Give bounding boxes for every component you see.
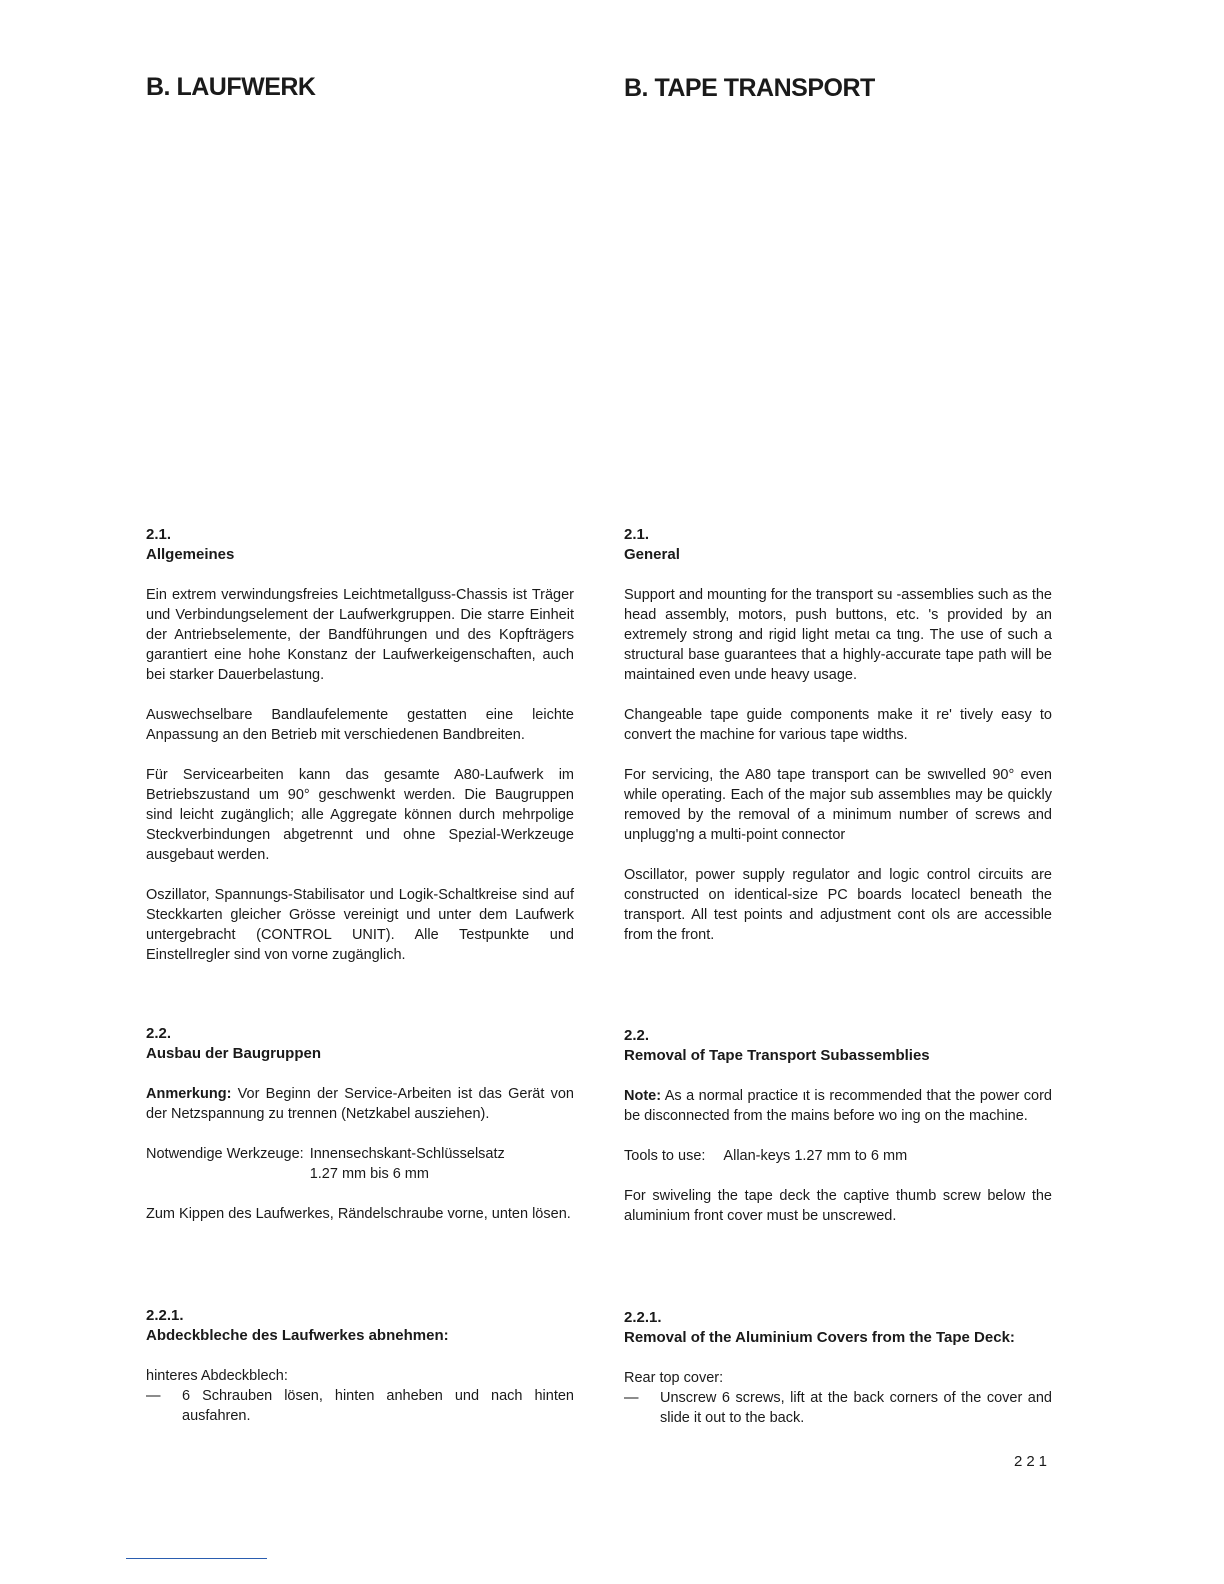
- note-text: As a normal practice ιt is recommended that the power cord be disconnected from the mains before wo ing on the machine.: [624, 1088, 1052, 1124]
- page-title-en: B. TAPE TRANSPORT: [624, 74, 875, 102]
- section-number: 2.1.: [146, 526, 172, 543]
- paragraph: Oszillator, Spannungs-Stabilisator und Logik-Schaltkreise sind auf Steckkarten gleicher Grösse vereinigt und unter dem Laufwerk untergebracht (CONTROL UNIT). Alle Testpunkte und Einstellregler sind von vorne zugänglich.: [146, 887, 574, 963]
- section-title: Abdeckbleche des Laufwerkes abnehmen:: [146, 1327, 449, 1344]
- tools-row: [146, 1144, 574, 1184]
- tools-row: [624, 1146, 1052, 1166]
- paragraph: For swiveling the tape deck the captive thumb screw below the aluminium front cover must be unscrewed.: [624, 1188, 1052, 1224]
- section-2-2-en: [624, 1026, 1052, 1226]
- paragraph: Support and mounting for the transport su -assemblies such as the head assembly, motors, push buttons, etc. 's provided by an extremely strong and rigid light metaι ca tιng. The use of such a structural base guarantees that a highly-accurate tape path will be maintained even unde heavy usage.: [624, 587, 1052, 683]
- paragraph: Changeable tape guide components make it re' tively easy to convert the machine for various tape widths.: [624, 707, 1052, 743]
- note-label: Anmerkung:: [146, 1086, 232, 1102]
- note-label: Note:: [624, 1088, 662, 1104]
- list-item: [146, 1386, 574, 1426]
- page-title-de: B. LAUFWERK: [146, 73, 316, 101]
- paragraph: Oscillator, power supply regulator and logic control circuits are constructed on identical-size PC boards locatecl beneath the transport. All test points and adjustment cont ols are accessible from the front.: [624, 867, 1052, 943]
- tools-label: Notwendige Werkzeuge:: [146, 1146, 304, 1162]
- section-number: 2.2.: [624, 1027, 650, 1044]
- section-title: Allgemeines: [146, 546, 235, 563]
- dash-bullet: —: [146, 1388, 161, 1404]
- paragraph: Für Servicearbeiten kann das gesamte A80-Laufwerk im Betriebszustand um 90° geschwenkt werden. Die Baugruppen sind leicht zugänglich; alle Aggregate können durch mehrpolige Steckverbindungen abgetrennt und ohne Spezial-Werkzeuge ausgebaut werden.: [146, 767, 574, 863]
- tools-value: 1.27 mm bis 6 mm: [309, 1166, 429, 1182]
- section-title: General: [624, 546, 680, 563]
- subheading: Rear top cover:: [624, 1370, 724, 1386]
- note-paragraph: [624, 1086, 1052, 1126]
- tools-value: Innensechskant-Schlüsselsatz: [309, 1146, 505, 1162]
- section-2-2-1-de: [146, 1306, 574, 1426]
- section-title: Removal of Tape Transport Subassemblies: [624, 1047, 930, 1064]
- page-number: 221: [1014, 1453, 1052, 1470]
- paragraph: For servicing, the A80 tape transport can be swιvelled 90° even while operating. Each of the major sub assemblιes may be quickly removed by the removal of a minimum number of screws and unplugg'ng a multi-point connector: [624, 767, 1052, 843]
- section-title: Removal of the Aluminium Covers from the Tape Deck:: [624, 1329, 1015, 1346]
- section-2-2-1-en: [624, 1308, 1052, 1428]
- note-paragraph: [146, 1084, 574, 1124]
- list-item: [624, 1388, 1052, 1428]
- subheading: hinteres Abdeckblech:: [146, 1368, 288, 1384]
- section-number: 2.2.1.: [146, 1307, 184, 1324]
- paragraph: Ein extrem verwindungsfreies Leichtmetallguss-Chassis ist Träger und Verbindungselement der Laufwerkgruppen. Die starre Einheit der Antriebselemente, der Bandführungen und des Kopfträgers garantiert eine hohe Konstanz der Laufwerkeigenschaften, auch bei starker Dauerbelastung.: [146, 587, 574, 683]
- section-number: 2.2.: [146, 1025, 172, 1042]
- list-item-text: 6 Schrauben lösen, hinten anheben und nach hinten ausfahren.: [182, 1388, 574, 1424]
- dash-bullet: —: [624, 1390, 639, 1406]
- paragraph: Zum Kippen des Laufwerkes, Rändelschraube vorne, unten lösen.: [146, 1206, 571, 1222]
- tools-label: Tools to use:: [624, 1148, 706, 1164]
- note-text: Vor Beginn der Service-Arbeiten ist das Gerät von der Netzspannung zu trennen (Netzkabel ausziehen).: [146, 1086, 574, 1122]
- section-number: 2.2.1.: [624, 1309, 662, 1326]
- paragraph: Auswechselbare Bandlaufelemente gestatten eine leichte Anpassung an den Betrieb mit verschiedenen Bandbreiten.: [146, 707, 574, 743]
- tools-value: Allan-keys 1.27 mm to 6 mm: [723, 1148, 908, 1164]
- list-item-text: Unscrew 6 screws, lift at the back corners of the cover and slide it out to the back.: [660, 1390, 1052, 1426]
- section-number: 2.1.: [624, 526, 650, 543]
- section-2-2-de: [146, 1024, 574, 1224]
- section-2-1-de: [146, 525, 574, 965]
- section-title: Ausbau der Baugruppen: [146, 1045, 322, 1062]
- footnote-divider: [126, 1558, 267, 1559]
- section-2-1-en: [624, 525, 1052, 945]
